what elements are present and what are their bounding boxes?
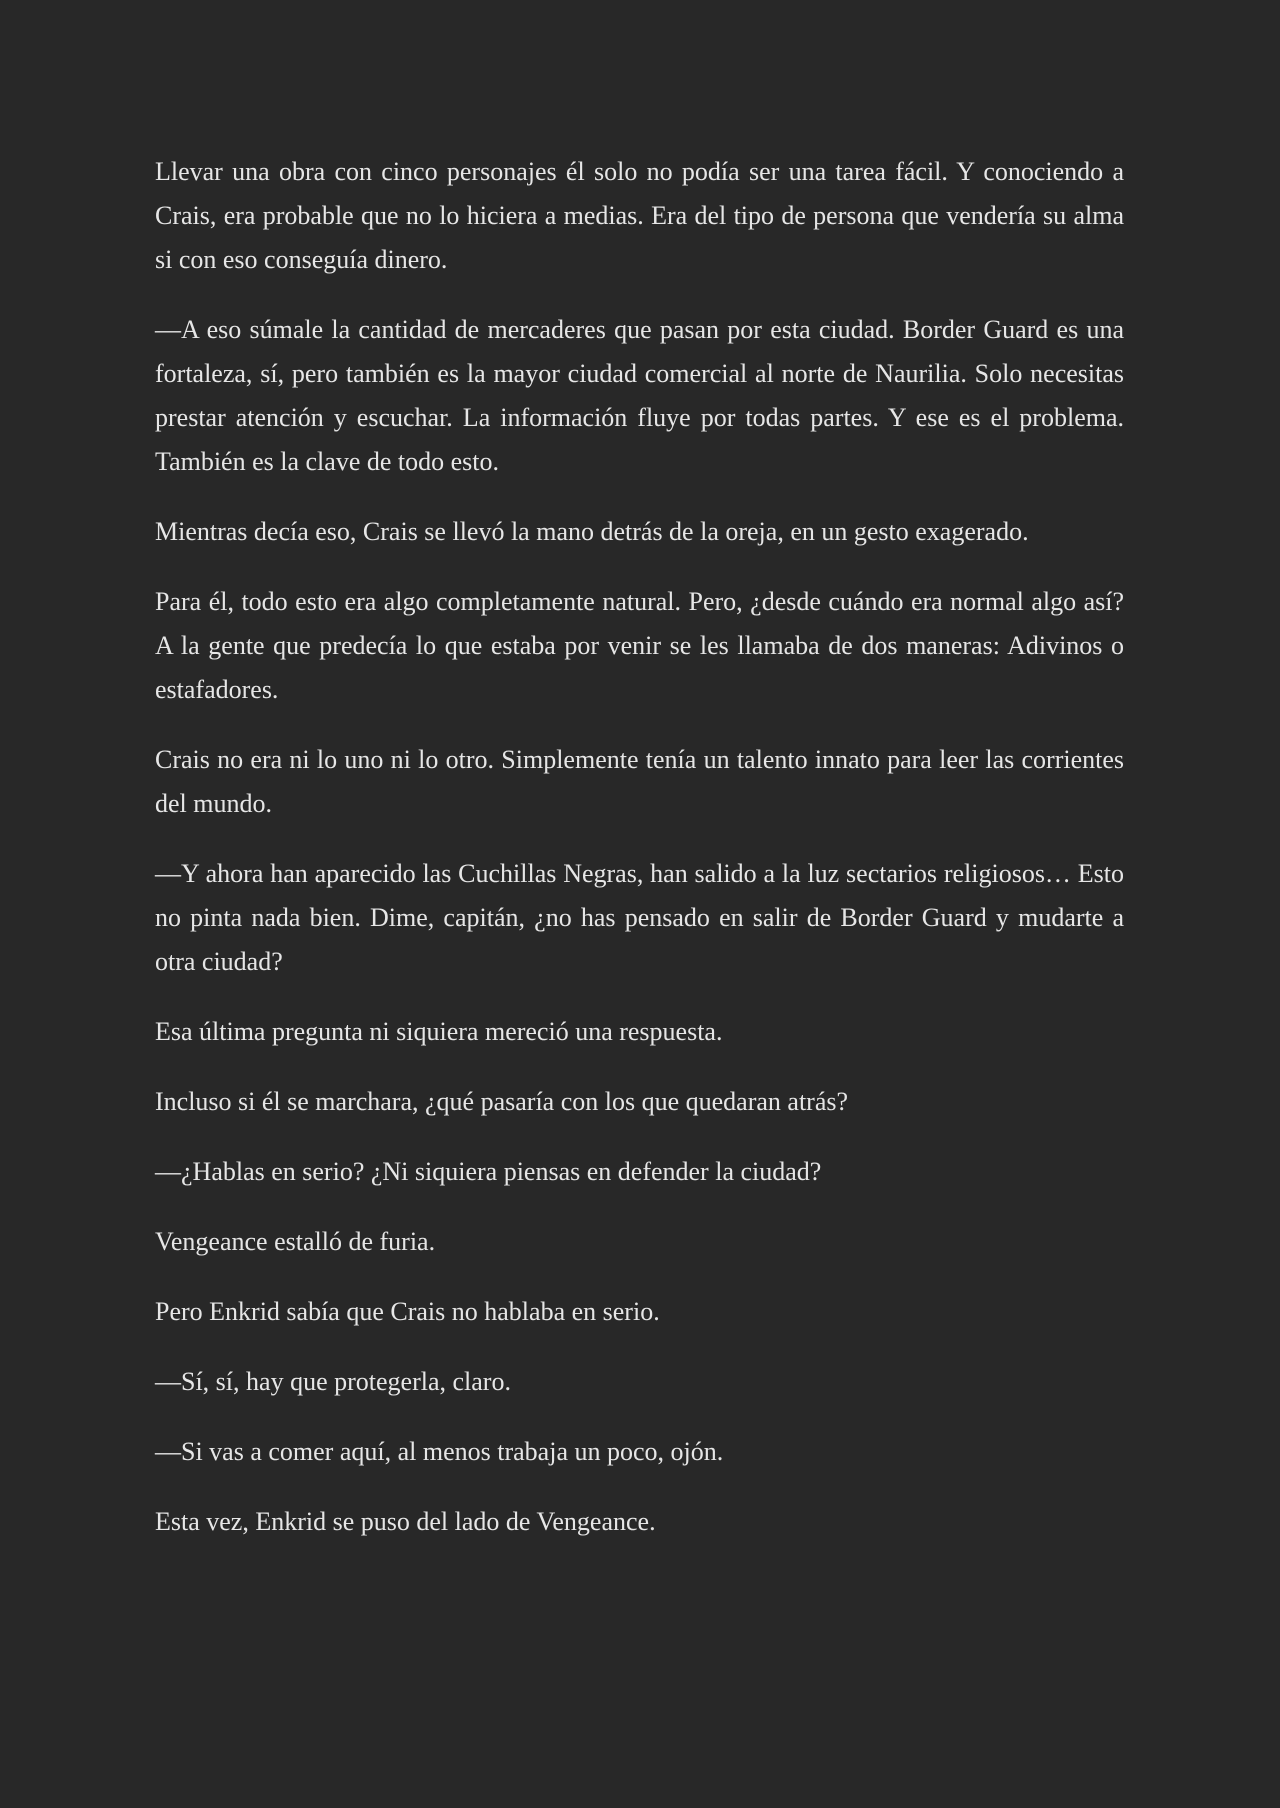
paragraph-3: Mientras decía eso, Crais se llevó la mano detrás de la oreja, en un gesto exagerado.	[155, 517, 1029, 546]
paragraph-4: Para él, todo esto era algo completamente natural. Pero, ¿desde cuándo era normal algo así? A la gente que predecía lo que estaba por venir se les llamaba de dos maneras: Adivinos o estafadores.	[155, 587, 1124, 704]
chapter-text	[155, 150, 1124, 1544]
paragraph-11: Pero Enkrid sabía que Crais no hablaba en serio.	[155, 1297, 660, 1326]
paragraph-1: Llevar una obra con cinco personajes él solo no podía ser una tarea fácil. Y conociendo a Crais, era probable que no lo hiciera a medias. Era del tipo de persona que vendería su alma si con eso conseguía dinero.	[155, 157, 1124, 274]
paragraph-8: Incluso si él se marchara, ¿qué pasaría con los que quedaran atrás?	[155, 1087, 849, 1116]
paragraph-13: —Si vas a comer aquí, al menos trabaja un poco, ojón.	[155, 1437, 724, 1466]
paragraph-5: Crais no era ni lo uno ni lo otro. Simplemente tenía un talento innato para leer las corrientes del mundo.	[155, 745, 1124, 818]
paragraph-10: Vengeance estalló de furia.	[155, 1227, 436, 1256]
paragraph-2: —A eso súmale la cantidad de mercaderes que pasan por esta ciudad. Border Guard es una fortaleza, sí, pero también es la mayor ciudad comercial al norte de Naurilia. Solo necesitas prestar atención y escuchar. La información fluye por todas partes. Y ese es el problema. También es la clave de todo esto.	[155, 315, 1124, 476]
paragraph-12: —Sí, sí, hay que protegerla, claro.	[155, 1367, 511, 1396]
paragraph-9: —¿Hablas en serio? ¿Ni siquiera piensas en defender la ciudad?	[155, 1157, 822, 1186]
paragraph-14: Esta vez, Enkrid se puso del lado de Vengeance.	[155, 1507, 656, 1536]
paragraph-6: —Y ahora han aparecido las Cuchillas Negras, han salido a la luz sectarios religiosos… Esto no pinta nada bien. Dime, capitán, ¿no has pensado en salir de Border Guard y mudarte a otra ciudad?	[155, 859, 1124, 976]
paragraph-7: Esa última pregunta ni siquiera mereció una respuesta.	[155, 1017, 723, 1046]
